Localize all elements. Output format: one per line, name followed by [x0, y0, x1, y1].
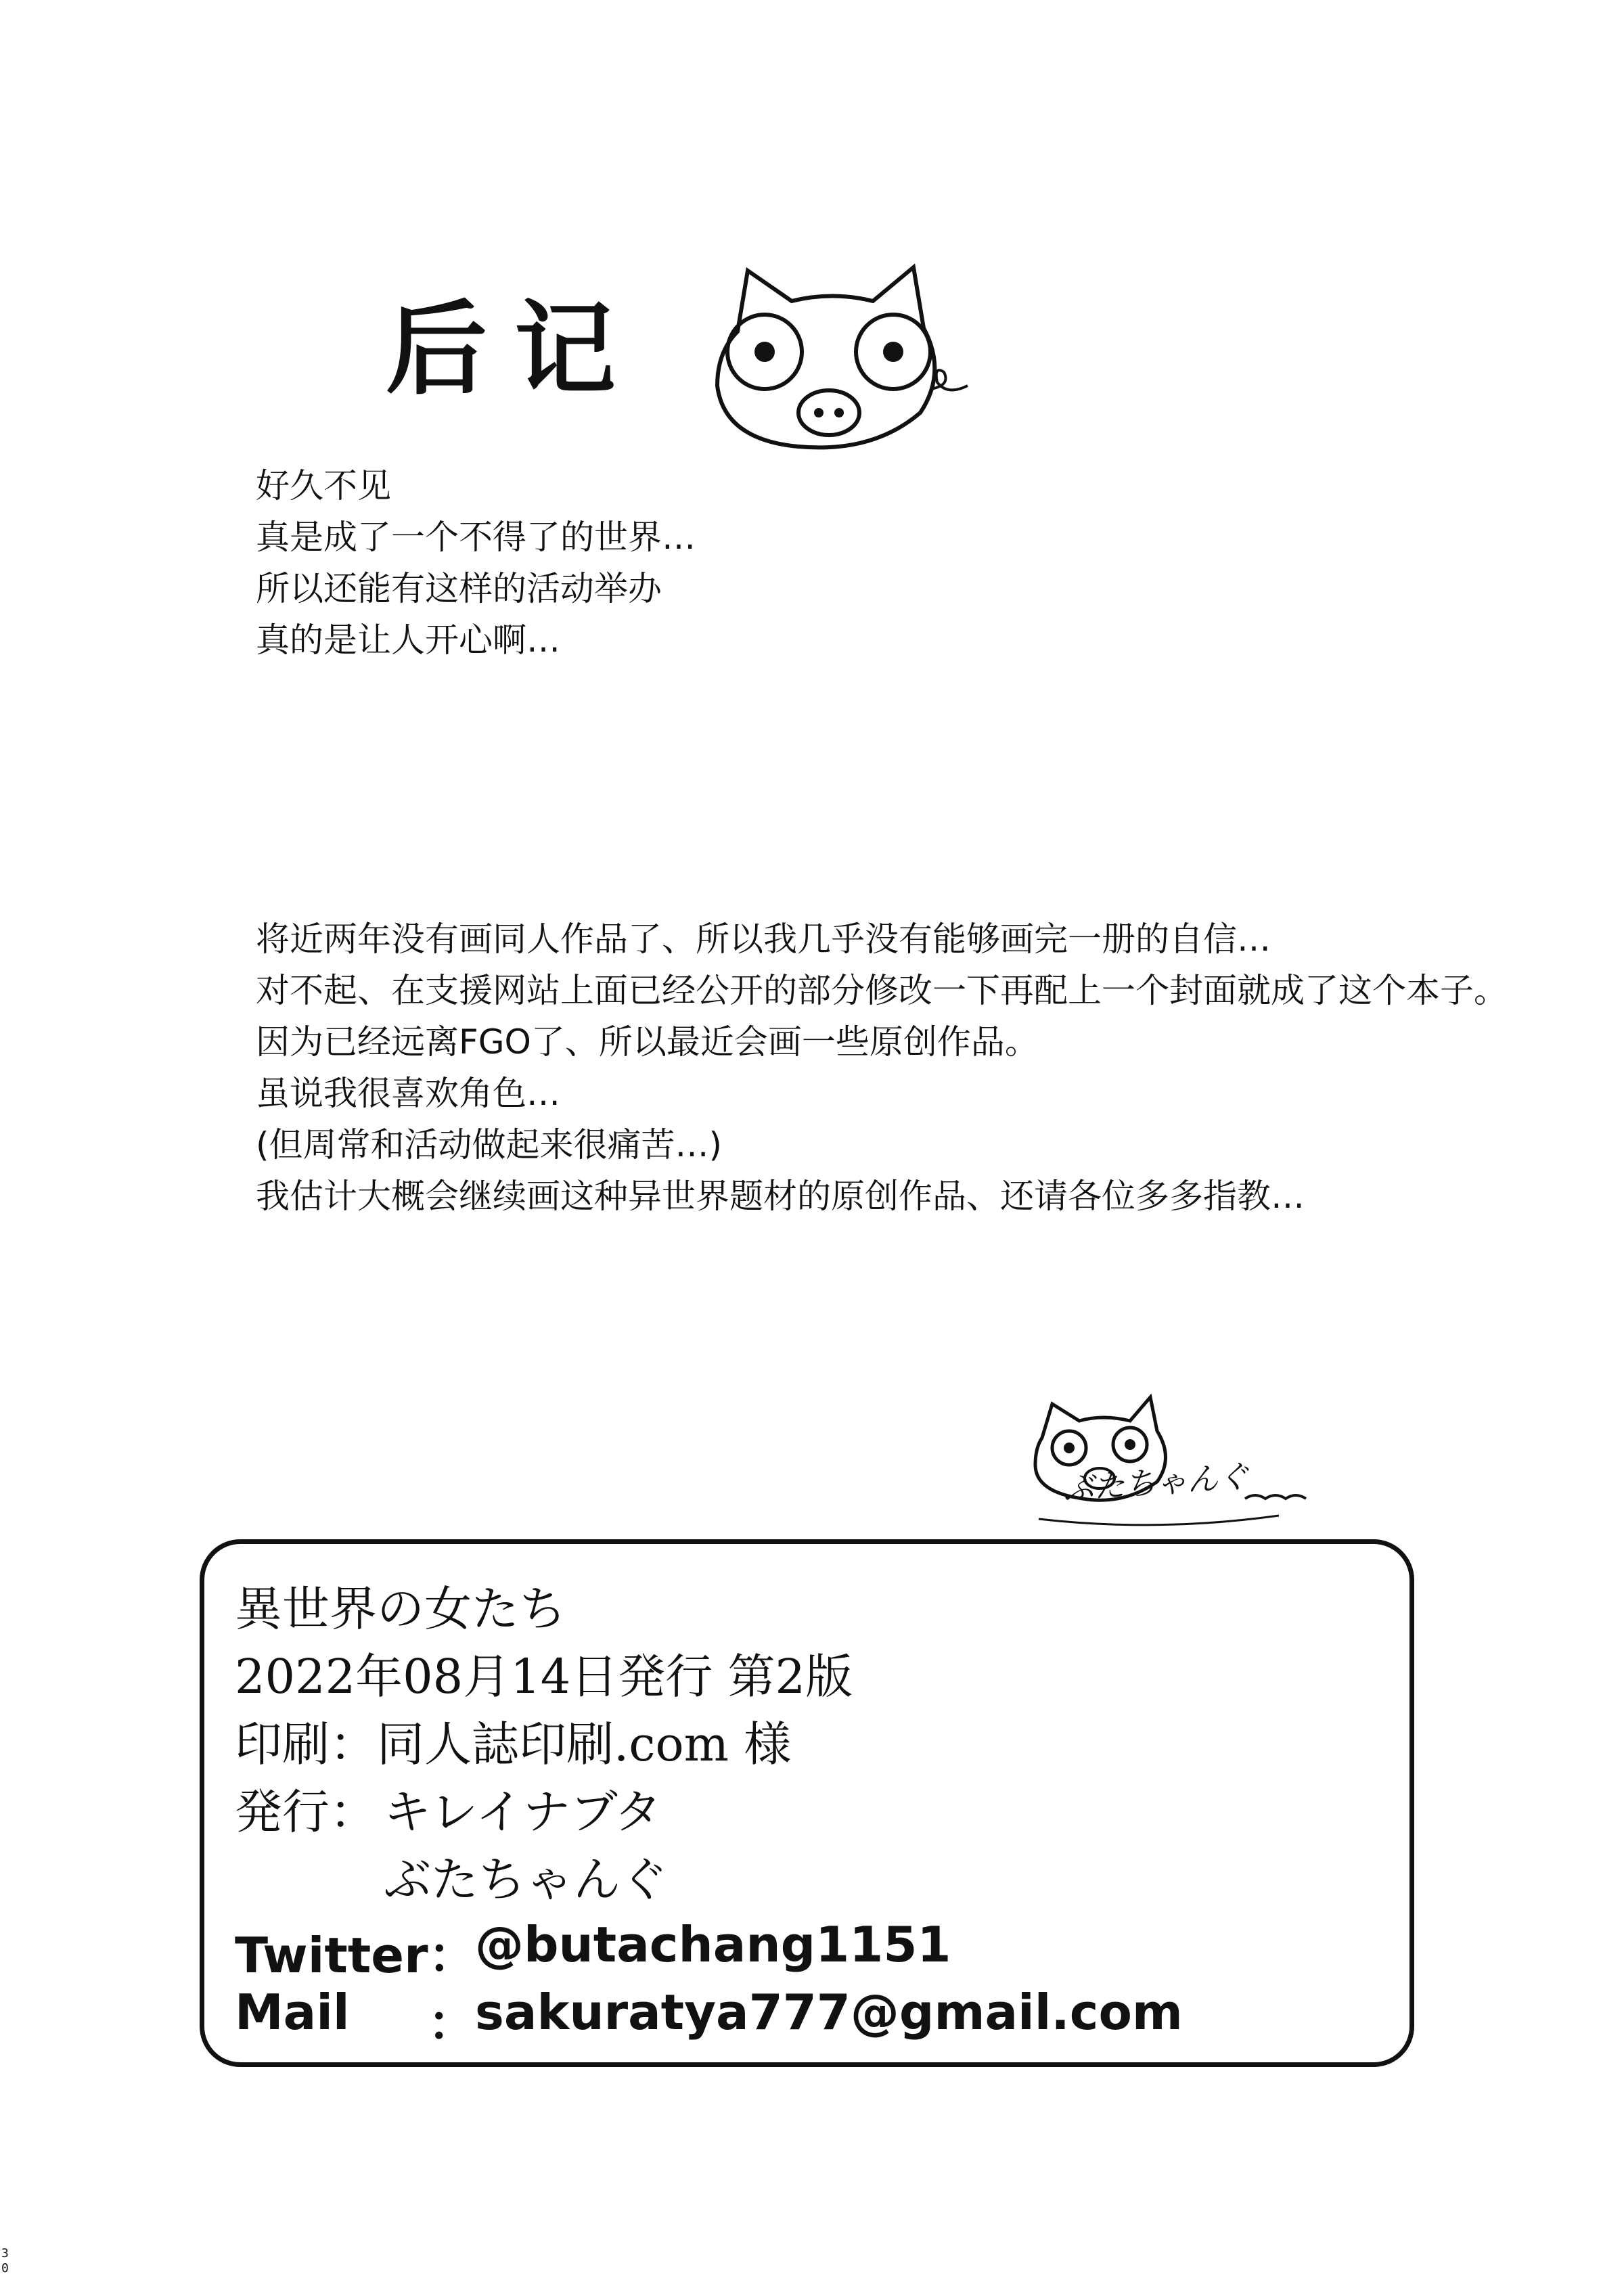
- signature-text: ぶたちゃんぐ: [1061, 1457, 1250, 1507]
- text-line: 因为已经远离FGO了、所以最近会画一些原创作品。: [256, 1022, 1039, 1062]
- publish-date-edition: 2022年08月14日発行 第2版: [235, 1649, 853, 1704]
- mail-separator: ：: [428, 1995, 477, 2051]
- text-line: 我估计大概会继续画这种异世界题材的原创作品、还请各位多多指教…: [256, 1177, 1305, 1216]
- text-line: 好久不见: [256, 466, 391, 505]
- text-line: 将近两年没有画同人作品了、所以我几乎没有能够画完一册的自信…: [256, 920, 1271, 959]
- mail-address[interactable]: sakuratya777@gmail.com: [475, 1984, 1183, 2041]
- text-line: 虽说我很喜欢角色…: [256, 1074, 560, 1113]
- afterword-paragraph-1: [256, 460, 696, 666]
- text-line: 真的是让人开心啊…: [256, 620, 560, 660]
- text-line: (但周常和活动做起来很痛苦…): [256, 1125, 723, 1164]
- printer-line: 印刷：同人誌印刷.com 様: [235, 1717, 792, 1772]
- twitter-label: Twitter：: [235, 1927, 477, 1984]
- publisher-label: 発行：: [235, 1784, 377, 1840]
- book-title: 異世界の女たち: [235, 1581, 566, 1637]
- mail-label: Mail: [235, 1984, 350, 2041]
- text-line: 真是成了一个不得了的世界…: [256, 518, 696, 557]
- text-line: 对不起、在支援网站上面已经公开的部分修改一下再配上一个封面就成了这个本子。: [256, 971, 1508, 1010]
- pig-face-icon: [690, 250, 974, 453]
- text-line: 所以还能有这样的活动举办: [256, 569, 662, 608]
- afterword-heading: 后记: [386, 291, 644, 409]
- publisher-name: キレイナブタ: [384, 1784, 662, 1840]
- author-name: ぶたちゃんぐ: [384, 1852, 668, 1907]
- afterword-paragraph-2: [256, 913, 1541, 1222]
- colophon-box: [200, 1539, 1414, 2067]
- page-number: 30: [1, 2246, 9, 2275]
- twitter-handle[interactable]: @butachang1151: [475, 1916, 951, 1973]
